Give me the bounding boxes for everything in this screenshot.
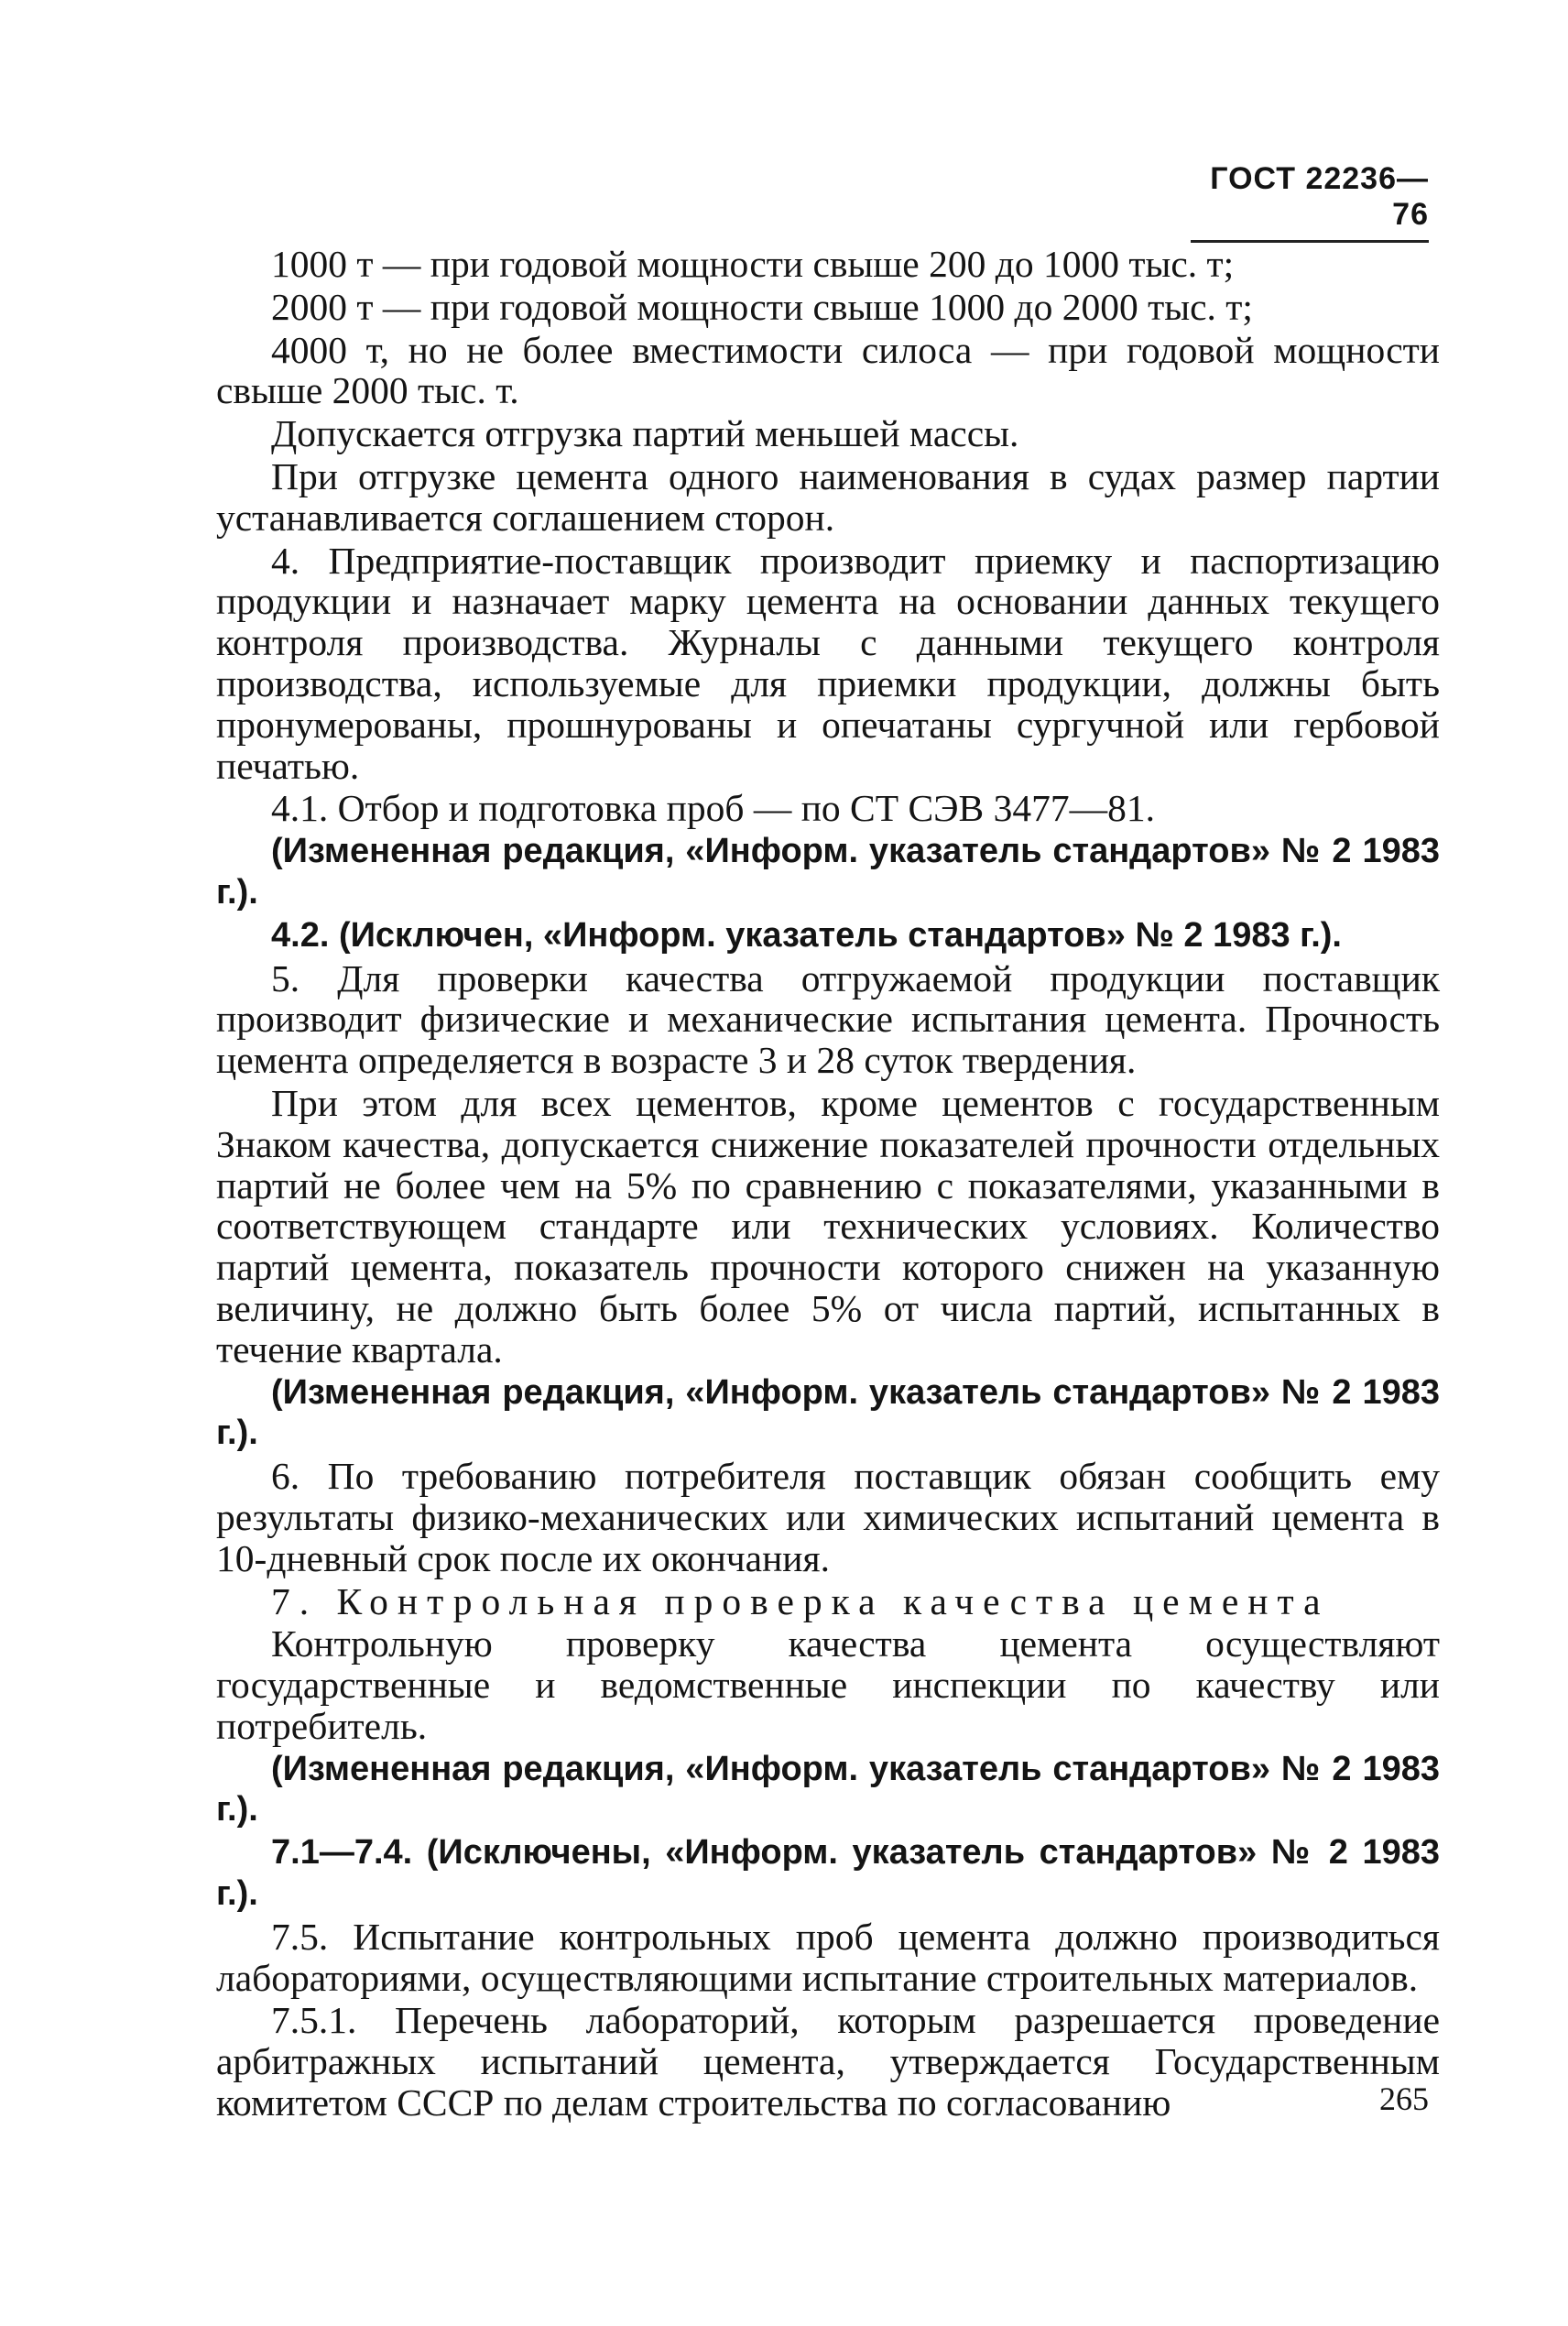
paragraph: 7. Контрольная проверка качества цемента bbox=[271, 1579, 1330, 1622]
paragraph: (Измененная редакция, «Информ. указатель стандартов» № 2 1983 г.). bbox=[216, 832, 1440, 912]
paragraph: 2000 т — при годовой мощности свыше 1000 до 2000 тыс. т; bbox=[271, 285, 1253, 328]
paragraph: 5. Для проверки качества отгружаемой продукции поставщик производит физические и механические испытания цемента. Прочность цемента определяется в возрасте 3 и 28 суток твердения. bbox=[216, 956, 1440, 1082]
paragraph: 1000 т — при годовой мощности свыше 200 до 1000 тыс. т; bbox=[271, 243, 1235, 285]
paragraph: 4. Предприятие-поставщик производит приемку и паспортизацию продукции и назначает марку цемента на основании данных текущего контроля производства. Журналы с данными текущего контроля производства, используемые для приемки продукции, должны быть пронумерованы, прошнурованы и опечатаны сургучной или гербовой печатью. bbox=[216, 539, 1440, 787]
paragraph: 7.5.1. Перечень лабораторий, которым разрешается проведение арбитражных испытаний цемента, утверждается Государственным комитетом СССР по делам строительства по согласованию bbox=[216, 1999, 1440, 2124]
page-number: 265 bbox=[1379, 2080, 1429, 2117]
paragraph: (Измененная редакция, «Информ. указатель стандартов» № 2 1983 г.). bbox=[216, 1372, 1440, 1453]
paragraph: (Измененная редакция, «Информ. указатель стандартов» № 2 1983 г.). bbox=[216, 1749, 1440, 1829]
paragraph: При этом для всех цементов, кроме цементов с государственным Знаком качества, допускается снижение показателей прочности отдельных партий не более чем на 5% по сравнению с показателями, указанными в соответствующем стандарте или технических условиях. Количество партий цемента, показатель прочности которого снижен на указанную величину, не должно быть более 5% от числа партий, испытанных в течение квартала. bbox=[216, 1081, 1440, 1370]
paragraph: 7.5. Испытание контрольных проб цемента должно производиться лабораториями, осуществляющими испытание строительных материалов. bbox=[216, 1915, 1440, 1999]
paragraph: 6. По требованию потребителя поставщик обязан сообщить ему результаты физико-механических или химических испытаний цемента в 10-дневный срок после их окончания. bbox=[216, 1455, 1440, 1579]
paragraph: 4.1. Отбор и подготовка проб — по СТ СЭВ 3477—81. bbox=[271, 787, 1155, 830]
paragraph: 7.1—7.4. (Исключены, «Информ. указатель стандартов» № 2 1983 г.). bbox=[216, 1833, 1440, 1914]
paragraph: При отгрузке цемента одного наименования в судах размер партии устанавливается соглашением сторон. bbox=[216, 454, 1440, 539]
paragraph: Контрольную проверку качества цемента осуществляют государственные и ведомственные инспекции по качеству или потребитель. bbox=[216, 1622, 1440, 1747]
paragraph: 4000 т, но не более вместимости силоса — при годовой мощности свыше 2000 тыс. т. bbox=[216, 328, 1440, 412]
paragraph: 4.2. (Исключен, «Информ. указатель стандартов» № 2 1983 г.). bbox=[271, 915, 1342, 955]
paragraph: Допускается отгрузка партий меньшей массы. bbox=[271, 412, 1019, 455]
standard-code-header: ГОСТ 22236—76 bbox=[1191, 161, 1429, 243]
document-body bbox=[216, 244, 1440, 2125]
